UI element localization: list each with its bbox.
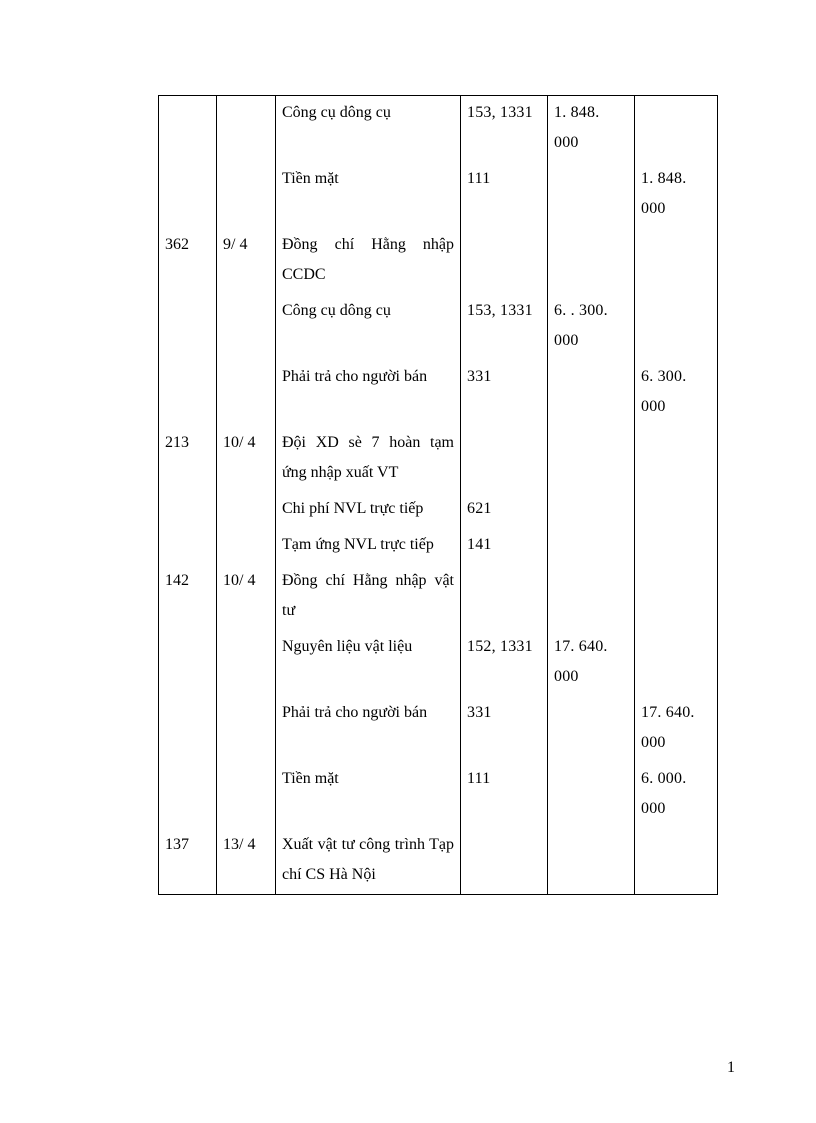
- table-row: [159, 491, 718, 527]
- voucher-number-cell: [159, 695, 217, 761]
- voucher-date-cell: [217, 761, 276, 827]
- debit-cell: [548, 695, 635, 761]
- description-cell: Tiền mặt: [276, 161, 461, 227]
- voucher-date-cell: [217, 491, 276, 527]
- table-row: [159, 96, 718, 162]
- account-cell: 111: [461, 161, 548, 227]
- credit-cell: [635, 227, 718, 293]
- description-cell: Tiền mặt: [276, 761, 461, 827]
- credit-cell: [635, 563, 718, 629]
- journal-table-body: [159, 96, 718, 895]
- voucher-number-cell: [159, 96, 217, 162]
- description-cell: Công cụ dông cụ: [276, 293, 461, 359]
- debit-cell: 6. . 300. 000: [548, 293, 635, 359]
- description-cell: Chi phí NVL trực tiếp: [276, 491, 461, 527]
- table-row: [159, 359, 718, 425]
- debit-cell: [548, 161, 635, 227]
- account-cell: 153, 1331: [461, 293, 548, 359]
- voucher-number-cell: 142: [159, 563, 217, 629]
- voucher-date-cell: [217, 359, 276, 425]
- account-cell: 331: [461, 695, 548, 761]
- account-cell: 111: [461, 761, 548, 827]
- voucher-date-cell: 10/ 4: [217, 425, 276, 491]
- description-cell: Đồng chí Hằng nhập vật tư: [276, 563, 461, 629]
- description-cell: Nguyên liệu vật liệu: [276, 629, 461, 695]
- page-number: 1: [727, 1059, 735, 1076]
- credit-cell: 6. 300. 000: [635, 359, 718, 425]
- voucher-date-cell: [217, 293, 276, 359]
- voucher-date-cell: 9/ 4: [217, 227, 276, 293]
- voucher-number-cell: [159, 359, 217, 425]
- credit-cell: 17. 640. 000: [635, 695, 718, 761]
- table-row: [159, 425, 718, 491]
- description-cell: Đồng chí Hằng nhập CCDC: [276, 227, 461, 293]
- voucher-number-cell: [159, 491, 217, 527]
- voucher-number-cell: 362: [159, 227, 217, 293]
- voucher-date-cell: [217, 161, 276, 227]
- voucher-date-cell: [217, 527, 276, 563]
- voucher-number-cell: [159, 293, 217, 359]
- credit-cell: [635, 96, 718, 162]
- account-cell: 152, 1331: [461, 629, 548, 695]
- credit-cell: [635, 629, 718, 695]
- debit-cell: [548, 491, 635, 527]
- description-cell: Công cụ dông cụ: [276, 96, 461, 162]
- description-cell: Xuất vật tư công trình Tạp chí CS Hà Nội: [276, 827, 461, 895]
- voucher-number-cell: [159, 629, 217, 695]
- credit-cell: [635, 527, 718, 563]
- table-row: [159, 761, 718, 827]
- debit-cell: 1. 848. 000: [548, 96, 635, 162]
- credit-cell: 6. 000. 000: [635, 761, 718, 827]
- credit-cell: [635, 293, 718, 359]
- debit-cell: [548, 761, 635, 827]
- debit-cell: [548, 227, 635, 293]
- debit-cell: [548, 527, 635, 563]
- table-row: [159, 161, 718, 227]
- description-cell: Phải trả cho người bán: [276, 695, 461, 761]
- voucher-number-cell: 213: [159, 425, 217, 491]
- account-cell: 621: [461, 491, 548, 527]
- account-cell: [461, 425, 548, 491]
- voucher-number-cell: [159, 527, 217, 563]
- journal-table: [158, 95, 718, 895]
- table-row: [159, 227, 718, 293]
- debit-cell: [548, 425, 635, 491]
- account-cell: [461, 227, 548, 293]
- voucher-date-cell: 13/ 4: [217, 827, 276, 895]
- table-row: [159, 629, 718, 695]
- table-row: [159, 293, 718, 359]
- debit-cell: [548, 359, 635, 425]
- description-cell: Đội XD sè 7 hoàn tạm ứng nhập xuất VT: [276, 425, 461, 491]
- debit-cell: [548, 827, 635, 895]
- voucher-number-cell: [159, 161, 217, 227]
- description-cell: Tạm ứng NVL trực tiếp: [276, 527, 461, 563]
- credit-cell: [635, 425, 718, 491]
- account-cell: 141: [461, 527, 548, 563]
- voucher-number-cell: 137: [159, 827, 217, 895]
- table-row: [159, 827, 718, 895]
- table-row: [159, 695, 718, 761]
- account-cell: 153, 1331: [461, 96, 548, 162]
- debit-cell: 17. 640. 000: [548, 629, 635, 695]
- voucher-date-cell: [217, 629, 276, 695]
- account-cell: [461, 827, 548, 895]
- voucher-number-cell: [159, 761, 217, 827]
- account-cell: [461, 563, 548, 629]
- voucher-date-cell: 10/ 4: [217, 563, 276, 629]
- account-cell: 331: [461, 359, 548, 425]
- debit-cell: [548, 563, 635, 629]
- voucher-date-cell: [217, 695, 276, 761]
- description-cell: Phải trả cho người bán: [276, 359, 461, 425]
- table-row: [159, 527, 718, 563]
- credit-cell: [635, 827, 718, 895]
- credit-cell: [635, 491, 718, 527]
- table-row: [159, 563, 718, 629]
- credit-cell: 1. 848. 000: [635, 161, 718, 227]
- voucher-date-cell: [217, 96, 276, 162]
